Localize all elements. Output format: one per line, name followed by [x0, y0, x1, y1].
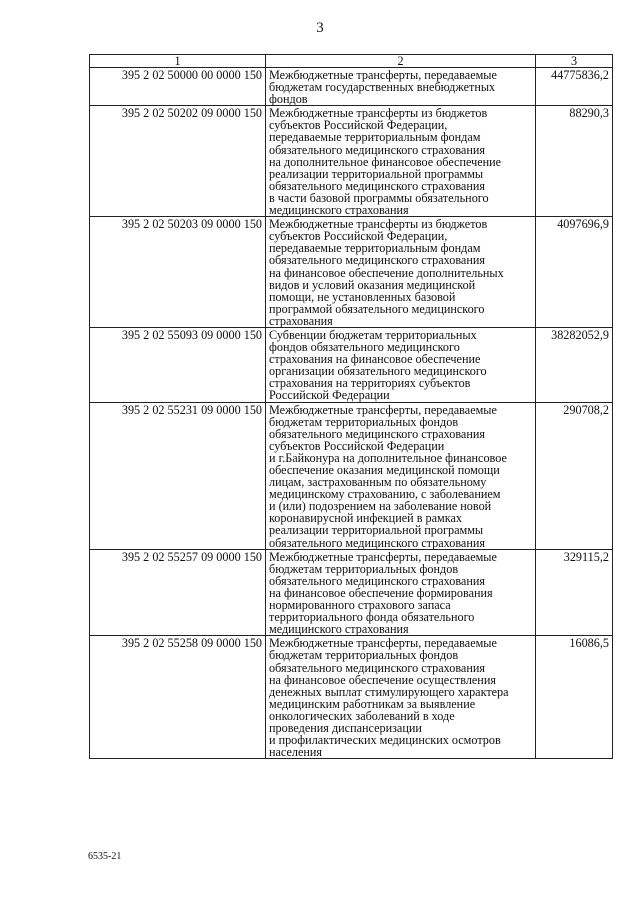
description-line: Межбюджетные трансферты, передаваемые — [269, 549, 497, 564]
description-line: Межбюджетные трансферты, передаваемые — [269, 636, 497, 651]
income-description — [266, 327, 536, 402]
description-line: обязательного медицинского страхования — [269, 426, 485, 441]
description-line: реализации территориальной программы — [269, 166, 484, 181]
description-line: медицинским работникам за выявление — [269, 696, 476, 711]
description-line: обязательного медицинского страхования — [269, 178, 485, 193]
classification-code: 395 2 02 55093 09 0000 150 — [90, 327, 266, 402]
description-line: в части базовой программы обязательного — [269, 190, 489, 205]
table-row — [90, 549, 613, 636]
classification-code: 395 2 02 50000 00 0000 150 — [90, 68, 266, 106]
amount-value: 290708,2 — [536, 402, 613, 549]
description-line: Межбюджетные трансферты из бюджетов — [269, 217, 488, 232]
income-description — [266, 636, 536, 759]
description-line: и г.Байконура на дополнительное финансовое — [269, 450, 507, 465]
description-line: медицинского страхования — [269, 622, 409, 637]
table-row — [90, 68, 613, 106]
description-line: субъектов Российской Федерации, — [269, 118, 448, 133]
classification-code: 395 2 02 55258 09 0000 150 — [90, 636, 266, 759]
description-line: населения — [269, 745, 323, 760]
description-line: бюджетам территориальных фондов — [269, 561, 459, 576]
description-line: Межбюджетные трансферты, передаваемые — [269, 68, 497, 82]
description-line: на дополнительное финансовое обеспечение — [269, 154, 502, 169]
table-body — [90, 68, 613, 759]
description-line: Межбюджетные трансферты, передаваемые — [269, 402, 497, 417]
description-line: субъектов Российской Федерации — [269, 438, 445, 453]
description-line: бюджетам государственных внебюджетных — [269, 80, 496, 95]
description-line: нормированного страхового запаса — [269, 598, 451, 613]
description-line: фондов обязательного медицинского — [269, 340, 460, 355]
income-description — [266, 402, 536, 549]
amount-value: 88290,3 — [536, 106, 613, 217]
description-line: медицинскому страхованию, с заболеванием — [269, 487, 501, 502]
classification-code: 395 2 02 50202 09 0000 150 — [90, 106, 266, 217]
description-line: коронавирусной инфекцией в рамках — [269, 511, 462, 526]
table-row — [90, 402, 613, 549]
table-row — [90, 106, 613, 217]
table-row — [90, 636, 613, 759]
description-line: проведения диспансеризации — [269, 720, 422, 735]
description-line: фондов — [269, 92, 308, 107]
description-line: реализации территориальной программы — [269, 523, 484, 538]
amount-value: 38282052,9 — [536, 327, 613, 402]
description-line: обязательного медицинского страхования — [269, 253, 485, 268]
table-header-row — [90, 55, 613, 68]
description-line: на финансовое обеспечение осуществления — [269, 672, 496, 687]
column-number-2: 2 — [266, 55, 536, 68]
description-line: обеспечение оказания медицинской помощи — [269, 463, 500, 477]
description-line: и (или) подозрением на заболевание новой — [269, 499, 492, 514]
description-line: субъектов Российской Федерации, — [269, 229, 448, 244]
description-line: программой обязательного медицинского — [269, 301, 485, 316]
description-line: бюджетам территориальных фондов — [269, 414, 459, 429]
description-line: организации обязательного медицинского — [269, 364, 487, 379]
description-line: Российской Федерации — [269, 388, 390, 403]
description-line: обязательного медицинского страхования — [269, 573, 485, 588]
description-line: Межбюджетные трансферты из бюджетов — [269, 106, 488, 121]
income-description — [266, 106, 536, 217]
description-line: страхования на территориях субъектов — [269, 376, 471, 391]
income-description — [266, 549, 536, 636]
description-line: на финансовое обеспечение дополнительных — [269, 265, 504, 280]
description-line: передаваемые территориальным фондам — [269, 130, 481, 145]
table-row — [90, 217, 613, 328]
description-line: бюджетам территориальных фондов — [269, 648, 459, 663]
budget-code-table — [89, 54, 613, 759]
document-footer-mark: 6535-21 — [88, 851, 122, 862]
description-line: видов и условий оказания медицинской — [269, 277, 476, 292]
description-line: медицинского страхования — [269, 203, 409, 218]
description-line: и профилактических медицинских осмотров — [269, 733, 501, 748]
amount-value: 329115,2 — [536, 549, 613, 636]
description-line: передаваемые территориальным фондам — [269, 241, 481, 256]
description-line: Субвенции бюджетам территориальных — [269, 327, 477, 342]
classification-code: 395 2 02 50203 09 0000 150 — [90, 217, 266, 328]
amount-value: 16086,5 — [536, 636, 613, 759]
description-line: страхования — [269, 313, 333, 328]
page-number: 3 — [316, 20, 324, 36]
income-description — [266, 68, 536, 106]
description-line: обязательного медицинского страхования — [269, 660, 485, 675]
description-line: обязательного медицинского страхования — [269, 142, 485, 157]
description-line: онкологических заболеваний в ходе — [269, 708, 455, 723]
amount-value: 44775836,2 — [536, 68, 613, 106]
income-description — [266, 217, 536, 328]
table-row — [90, 327, 613, 402]
description-line: помощи, не установленных базовой — [269, 289, 456, 304]
description-line: на финансовое обеспечение формирования — [269, 585, 493, 600]
column-number-3: 3 — [536, 55, 613, 68]
description-line: страхования на финансовое обеспечение — [269, 352, 481, 367]
description-line: денежных выплат стимулирующего характера — [269, 684, 509, 699]
description-line: лицам, застрахованным по обязательному — [269, 475, 487, 490]
classification-code: 395 2 02 55257 09 0000 150 — [90, 549, 266, 636]
column-number-1: 1 — [90, 55, 266, 68]
description-line: обязательного медицинского страхования — [269, 535, 485, 550]
classification-code: 395 2 02 55231 09 0000 150 — [90, 402, 266, 549]
amount-value: 4097696,9 — [536, 217, 613, 328]
description-line: территориального фонда обязательного — [269, 610, 475, 625]
